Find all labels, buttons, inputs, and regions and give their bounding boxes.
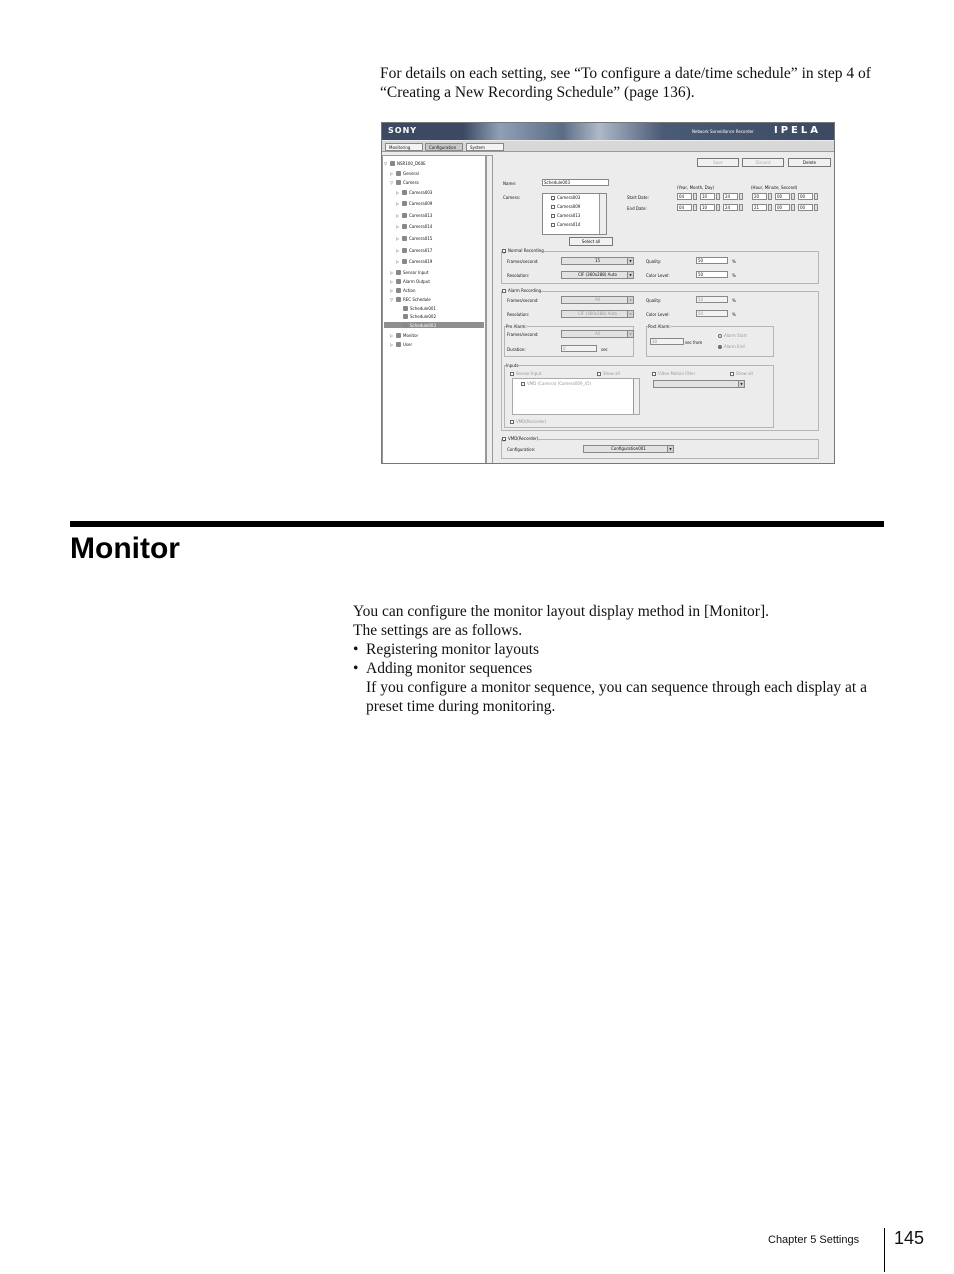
spin-icon[interactable]: [768, 193, 772, 200]
expand-icon: ▷: [390, 332, 394, 338]
camera-icon: [402, 213, 407, 218]
select-all-button[interactable]: Select all: [569, 237, 613, 246]
expand-icon: ▷: [396, 258, 400, 264]
start-month-field[interactable]: 10: [700, 193, 715, 200]
expand-icon: ▷: [396, 247, 400, 253]
normal-recording-toggle[interactable]: ✓ Normal Recording: [503, 248, 544, 255]
spin-icon[interactable]: [814, 193, 818, 200]
chevron-down-icon: ▼: [627, 297, 633, 303]
sensor-input-toggle[interactable]: Sensor Input: [510, 371, 541, 376]
body-line: You can configure the monitor layout display method in [Monitor].: [353, 603, 770, 620]
name-field[interactable]: Schedule003: [542, 179, 609, 186]
normal-color-field[interactable]: 50: [696, 271, 728, 278]
name-label: Name:: [503, 181, 517, 186]
schedule-icon: [403, 323, 408, 328]
input-list-scrollbar[interactable]: [633, 379, 639, 414]
camera-list-item[interactable]: Camera014: [551, 222, 580, 227]
configuration-label: Configuration:: [507, 447, 536, 452]
tree-item-camera015[interactable]: ▷ Camera015: [396, 235, 433, 241]
chevron-down-icon: ▼: [667, 446, 673, 452]
alarm-quality-field[interactable]: 50: [696, 296, 728, 303]
checkbox[interactable]: [551, 214, 555, 218]
vmd-recorder-input-toggle[interactable]: VMD(Recorder): [510, 419, 546, 424]
gear-icon: [396, 171, 401, 176]
list-item[interactable]: VMD (Camera) (Camera009_45): [521, 381, 591, 386]
collapse-icon: ▽: [390, 296, 394, 302]
tree-scroll-track: [486, 155, 493, 464]
checkbox[interactable]: [510, 372, 514, 376]
normal-color-label: Color Level:: [646, 273, 670, 278]
end-minute-field[interactable]: 00: [775, 204, 790, 211]
end-date-label: End Date:: [627, 206, 647, 211]
tree-item-camera013[interactable]: ▷ Camera013: [396, 212, 433, 218]
tree-item-camera019[interactable]: ▷ Camera019: [396, 258, 433, 264]
alarm-resolution-select[interactable]: CIF (360x288) Auto ▼: [561, 310, 634, 318]
normal-fps-select[interactable]: 15 ▼: [561, 257, 634, 265]
tree-item-camera[interactable]: ▽ Camera: [390, 179, 419, 185]
chevron-down-icon: ▼: [738, 381, 744, 387]
percent-unit: %: [732, 298, 736, 303]
sony-logo: SONY: [388, 126, 418, 135]
checkbox-checked[interactable]: ✓: [503, 438, 507, 443]
start-minute-field[interactable]: 00: [775, 193, 790, 200]
collapse-icon: ▽: [384, 160, 388, 166]
normal-quality-label: Quality:: [646, 259, 662, 264]
checkbox[interactable]: [551, 205, 555, 209]
alarm-end-radio[interactable]: Alarm End: [718, 344, 745, 349]
camera-icon: [402, 190, 407, 195]
checkbox[interactable]: [551, 223, 555, 227]
tree-item-general[interactable]: ▷ General: [390, 170, 419, 176]
input-list: [512, 378, 640, 415]
section-title: Monitor: [70, 532, 180, 565]
spin-icon[interactable]: [768, 204, 772, 211]
schedule-icon: [403, 314, 408, 319]
chevron-down-icon: ▼: [627, 311, 633, 317]
radio-selected-icon[interactable]: [718, 345, 722, 349]
expand-icon: ▷: [390, 170, 394, 176]
expand-icon: ▷: [390, 341, 394, 347]
sec-unit: sec: [601, 347, 608, 352]
post-alarm-title: Post Alarm:: [648, 324, 671, 329]
chevron-down-icon: ▼: [627, 258, 633, 264]
camera-icon: [402, 236, 407, 241]
schedule-icon: [403, 306, 408, 311]
spin-icon[interactable]: [739, 193, 743, 200]
end-hour-field[interactable]: 21: [752, 204, 767, 211]
discard-button[interactable]: Discard: [742, 158, 784, 167]
hms-header: (Hour, Minute, Second): [751, 185, 798, 190]
camera-label: Camera:: [503, 195, 521, 200]
camera-list-item[interactable]: Camera013: [551, 213, 580, 218]
spin-icon[interactable]: [814, 204, 818, 211]
tab-monitoring[interactable]: Monitoring: [385, 143, 423, 151]
normal-resolution-label: Resolution:: [507, 273, 530, 278]
normal-fps-label: Frames/second:: [507, 259, 539, 264]
camera-list-item[interactable]: ✓ Camera003: [552, 195, 581, 202]
alarm-color-label: Color Level:: [646, 312, 670, 317]
tree-item-schedule003[interactable]: Schedule003: [384, 322, 484, 328]
body-line: The settings are as follows.: [353, 622, 523, 639]
alarm-icon: [396, 279, 401, 284]
checkbox-checked[interactable]: ✓: [731, 373, 735, 378]
post-alarm-field[interactable]: 30: [650, 338, 684, 345]
show-all-toggle-2[interactable]: ✓ Show all: [731, 371, 753, 378]
vmd-recorder-toggle[interactable]: ✓ VMD(Recorder): [503, 436, 539, 443]
end-second-field[interactable]: 00: [798, 204, 813, 211]
duration-label: Duration:: [507, 347, 526, 352]
normal-recording-group: [501, 251, 819, 284]
tree-item-schedule002[interactable]: Schedule002: [403, 313, 436, 319]
chevron-down-icon: ▼: [627, 331, 633, 337]
checkbox[interactable]: [521, 382, 525, 386]
expand-icon: ▷: [396, 223, 400, 229]
alarm-fps-label: Frames/second:: [507, 298, 539, 303]
alarm-fps-select[interactable]: All ▼: [561, 296, 634, 304]
sec-from-label: sec from: [685, 340, 703, 345]
server-icon: [390, 161, 395, 166]
tree-item-camera003[interactable]: ▷ Camera003: [396, 189, 433, 195]
section-rule: [70, 521, 884, 527]
spin-icon[interactable]: [693, 193, 697, 200]
tree-item-alarm-output[interactable]: ▷ Alarm Output: [390, 278, 430, 284]
tab-system[interactable]: System: [466, 143, 504, 151]
app-screenshot: [381, 122, 835, 464]
pre-alarm-fps-label: Frames/second:: [507, 332, 539, 337]
spin-icon[interactable]: [716, 204, 720, 211]
tab-bar: [382, 141, 834, 152]
monitor-icon: [396, 333, 401, 338]
delete-button[interactable]: Delete: [788, 158, 831, 167]
bullet-note: If you configure a monitor sequence, you can sequence through each display at a preset time during monitoring.: [366, 679, 867, 715]
pre-alarm-fps-select[interactable]: All ▼: [561, 330, 634, 338]
checkbox[interactable]: [502, 289, 506, 293]
camera-list: [542, 193, 607, 235]
intro-paragraph: For details on each setting, see “To configure a date/time schedule” in step 4 of “Creating a New Recording Schedule” (page 136).: [380, 65, 871, 101]
chevron-down-icon: ▼: [627, 272, 633, 278]
alarm-quality-label: Quality:: [646, 298, 662, 303]
camera-icon: [402, 224, 407, 229]
alarm-start-radio[interactable]: Alarm Start: [718, 333, 747, 338]
alarm-recording-toggle[interactable]: Alarm Recording: [502, 288, 541, 293]
camera-list-item[interactable]: Camera009: [551, 204, 580, 209]
config-tree: [382, 155, 493, 464]
page-number: 145: [894, 1228, 925, 1248]
tree-item-camera009[interactable]: ▷ Camera009: [396, 200, 433, 206]
save-button[interactable]: Save: [697, 158, 739, 167]
normal-quality-field[interactable]: 50: [696, 257, 728, 264]
tree-item-sensor-input[interactable]: ▷ Sensor Input: [390, 269, 429, 275]
end-month-field[interactable]: 10: [700, 204, 715, 211]
video-motion-filter-toggle[interactable]: Video Motion Filter: [652, 371, 695, 376]
start-hour-field[interactable]: 20: [752, 193, 767, 200]
spin-icon[interactable]: [791, 193, 795, 200]
start-date-label: Start Date:: [627, 195, 649, 200]
expand-icon: ▷: [390, 287, 394, 293]
collapse-icon: ▽: [390, 179, 394, 185]
show-all-toggle[interactable]: ✓ Show all: [598, 371, 620, 378]
section-body: [353, 602, 893, 716]
expand-icon: ▷: [396, 235, 400, 241]
end-day-field[interactable]: 24: [723, 204, 738, 211]
spin-icon[interactable]: [693, 204, 697, 211]
checkbox[interactable]: [510, 420, 514, 424]
end-year-field[interactable]: 04: [677, 204, 692, 211]
percent-unit: %: [732, 259, 736, 264]
tree-item-camera017[interactable]: ▷ Camera017: [396, 247, 433, 253]
checkbox-checked[interactable]: ✓: [503, 250, 507, 255]
schedule-form: [496, 155, 835, 464]
video-motion-filter-select[interactable]: [653, 380, 745, 388]
checkbox-checked[interactable]: ✓: [598, 373, 602, 378]
spin-icon[interactable]: [716, 193, 720, 200]
percent-unit: %: [732, 273, 736, 278]
camera-list-scrollbar[interactable]: [599, 194, 606, 234]
checkbox[interactable]: [652, 372, 656, 376]
schedule-icon: [396, 297, 401, 302]
tree-item-action[interactable]: ▷ Action: [390, 287, 416, 293]
percent-unit: %: [732, 312, 736, 317]
product-name: Network Surveillance Recorder: [692, 129, 754, 134]
camera-icon: [402, 259, 407, 264]
footer-chapter: Chapter 5 Settings: [768, 1234, 860, 1246]
tree-item-user[interactable]: ▷ User: [390, 341, 413, 347]
expand-icon: ▷: [396, 212, 400, 218]
expand-icon: ▷: [390, 269, 394, 275]
normal-resolution-select[interactable]: CIF (360x288) Auto ▼: [561, 271, 634, 279]
tab-configuration[interactable]: Configuration: [425, 143, 463, 151]
pre-alarm-title: Pre Alarm:: [506, 324, 527, 329]
expand-icon: ▷: [396, 189, 400, 195]
tree-item-monitor[interactable]: ▷ Monitor: [390, 332, 419, 338]
tree-item-rec-schedule[interactable]: ▽ REC Schedule: [390, 296, 431, 302]
sensor-icon: [396, 270, 401, 275]
ymd-header: (Year, Month, Day): [677, 185, 715, 190]
tree-item-camera014[interactable]: ▷ Camera014: [396, 223, 433, 229]
footer-divider: [884, 1228, 885, 1272]
spin-icon[interactable]: [791, 204, 795, 211]
ipela-logo: IPELA: [774, 125, 821, 136]
spin-icon[interactable]: [739, 204, 743, 211]
start-year-field[interactable]: 04: [677, 193, 692, 200]
alarm-resolution-label: Resolution:: [507, 312, 530, 317]
start-day-field[interactable]: 24: [723, 193, 738, 200]
user-icon: [396, 342, 401, 347]
bullet-item: • Adding monitor sequences: [353, 659, 893, 678]
duration-field[interactable]: 0: [561, 345, 597, 352]
expand-icon: ▷: [390, 278, 394, 284]
checkbox-checked[interactable]: ✓: [552, 197, 556, 202]
expand-icon: ▷: [396, 200, 400, 206]
alarm-color-field[interactable]: 50: [696, 310, 728, 317]
camera-icon: [402, 248, 407, 253]
action-icon: [396, 288, 401, 293]
configuration-select[interactable]: Configuration001 ▼: [583, 445, 674, 453]
start-second-field[interactable]: 00: [798, 193, 813, 200]
radio-icon[interactable]: [718, 334, 722, 338]
camera-icon: [396, 180, 401, 185]
inputs-title: Inputs: [506, 363, 519, 368]
bullet-item: • Registering monitor layouts: [353, 640, 893, 659]
tree-item-schedule001[interactable]: Schedule001: [403, 305, 436, 311]
tree-item-root[interactable]: ▽ NSR100_D60E: [384, 160, 426, 166]
app-banner: [382, 123, 834, 140]
camera-icon: [402, 201, 407, 206]
